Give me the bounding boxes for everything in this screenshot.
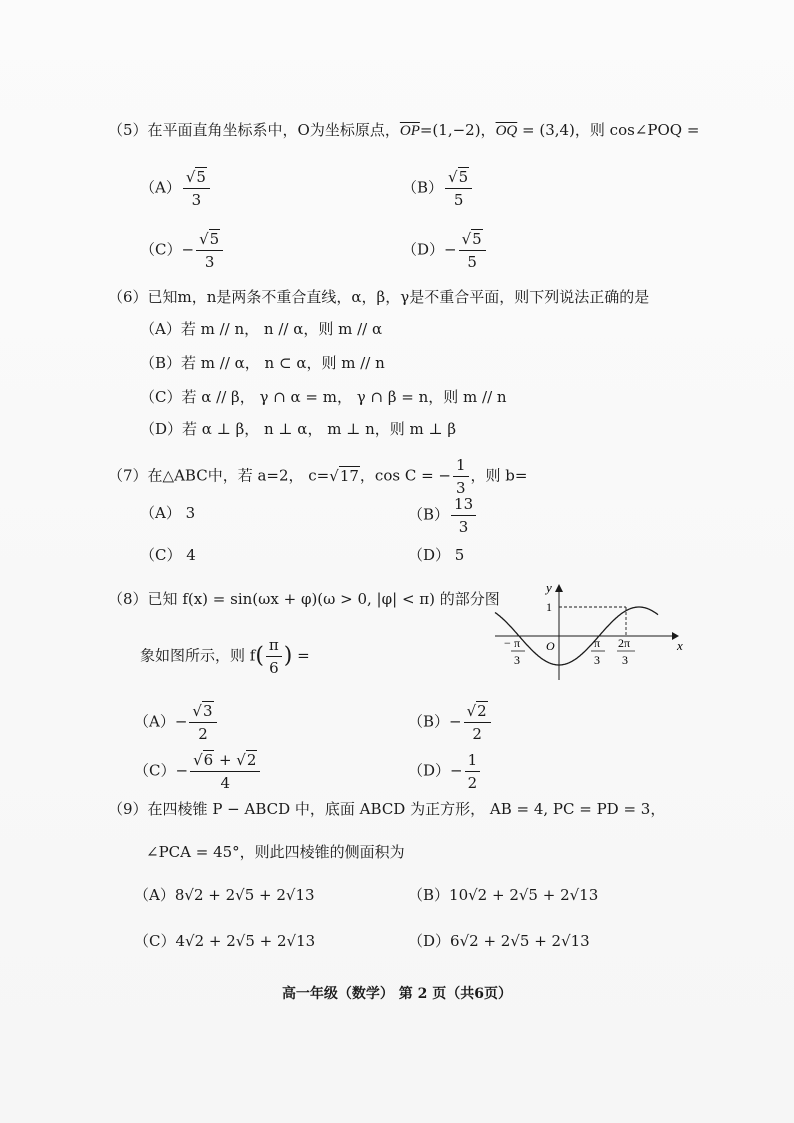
q5-option-b[interactable]: （B） $\frac{√5}{5}$ (402, 166, 474, 211)
q8-option-a[interactable]: （A）− $\frac{√3}{2}$ (134, 700, 219, 745)
q5-option-c[interactable]: （C）− $\frac{√5}{3}$ (140, 228, 225, 273)
q8-option-b[interactable]: （B）− $\frac{√2}{2}$ (408, 700, 493, 745)
question-6 (108, 287, 649, 307)
vector-op: $\overline{OP}$ (399, 123, 420, 139)
q6-option-c[interactable]: （C）若 α // β， γ ∩ α = m， γ ∩ β = n，则 m // n (140, 388, 507, 406)
q8-option-d[interactable]: （D）− $\frac{1}{2}$ (408, 749, 482, 794)
q7-option-d[interactable]: （D） 5 (408, 546, 465, 564)
q7-option-c[interactable]: （C） 4 (140, 546, 196, 564)
q9-option-a[interactable]: （A）8√2 + 2√5 + 2√13 (134, 886, 315, 904)
q9-option-b[interactable]: （B）10√2 + 2√5 + 2√13 (408, 886, 599, 904)
q7-option-b[interactable]: （B） $\frac{13}{3}$ (408, 493, 478, 538)
tick-pi-3-num: π (594, 636, 601, 650)
question-text: 已知 f(x) = sin(ωx + φ)(ω > 0, |φ| < π) 的部分图 (147, 590, 500, 608)
question-text-end: = (3,4)，则 cos∠POQ = (517, 121, 700, 139)
tick-2pi-3-num: 2π (618, 636, 631, 650)
origin-label: O (546, 639, 555, 653)
svg-text:−: − (504, 636, 511, 650)
q7-option-a[interactable]: （A） 3 (140, 504, 196, 522)
question-number: （5） (108, 121, 148, 139)
page-footer: 高一年级（数学） 第 2 页（共6页） (281, 986, 513, 1002)
tick-pi-3-den: 3 (594, 653, 600, 667)
x-label: x (677, 638, 683, 653)
question-9 (108, 799, 665, 819)
vector-op-value: =(1,−2)， (419, 121, 496, 139)
question-7: （7）在△ABC中，若 a=2， c=√17，cos C = − $\frac{1}{3}$ ，则 b= (108, 456, 528, 497)
tick-neg-pi-3-num: π (514, 636, 521, 650)
q9-option-d[interactable]: （D）6√2 + 2√5 + 2√13 (408, 932, 590, 950)
question-text: 已知m，n是两条不重合直线，α，β，γ是不重合平面，则下列说法正确的是 (147, 288, 650, 306)
tick-neg-pi-3-den: 3 (514, 653, 520, 667)
question-number: （8） (108, 590, 148, 608)
q8-option-c[interactable]: （C）− $\frac{√6 + √2}{4}$ (134, 749, 262, 794)
vector-oq: $\overline{OQ}$ (495, 123, 518, 139)
question-number: （7） (108, 466, 148, 485)
sine-graph (490, 580, 685, 682)
question-text: 在平面直角坐标系中，O为坐标原点， (147, 121, 400, 139)
q6-option-d[interactable]: （D）若 α ⊥ β， n ⊥ α， m ⊥ n，则 m ⊥ β (140, 420, 457, 438)
one-label: 1 (546, 600, 552, 614)
question-number: （6） (108, 288, 148, 306)
q6-option-b[interactable]: （B）若 m // α， n ⊂ α，则 m // n (140, 354, 385, 372)
q5-option-d[interactable]: （D）− $\frac{√5}{5}$ (402, 228, 488, 273)
tick-2pi-3-den: 3 (622, 653, 628, 667)
y-axis-arrow (555, 584, 563, 592)
q9-option-c[interactable]: （C）4√2 + 2√5 + 2√13 (134, 932, 316, 950)
y-label: y (546, 580, 552, 595)
question-5 (108, 120, 699, 141)
question-number: （9） (108, 800, 148, 818)
question-8 (108, 589, 500, 609)
q6-option-a[interactable]: （A）若 m // n， n // α，则 m // α (140, 320, 383, 338)
question-text: 在四棱锥 P − ABCD 中，底面 ABCD 为正方形， AB = 4, PC = PD = 3， (147, 800, 666, 818)
q5-option-a[interactable]: （A） $\frac{√5}{3}$ (140, 166, 212, 211)
question-8-line2: 象如图所示，则 f( $\frac{\pi}{6}$ ) = (140, 636, 310, 677)
question-9-line2: ∠PCA = 45°，则此四棱锥的侧面积为 (146, 843, 405, 861)
